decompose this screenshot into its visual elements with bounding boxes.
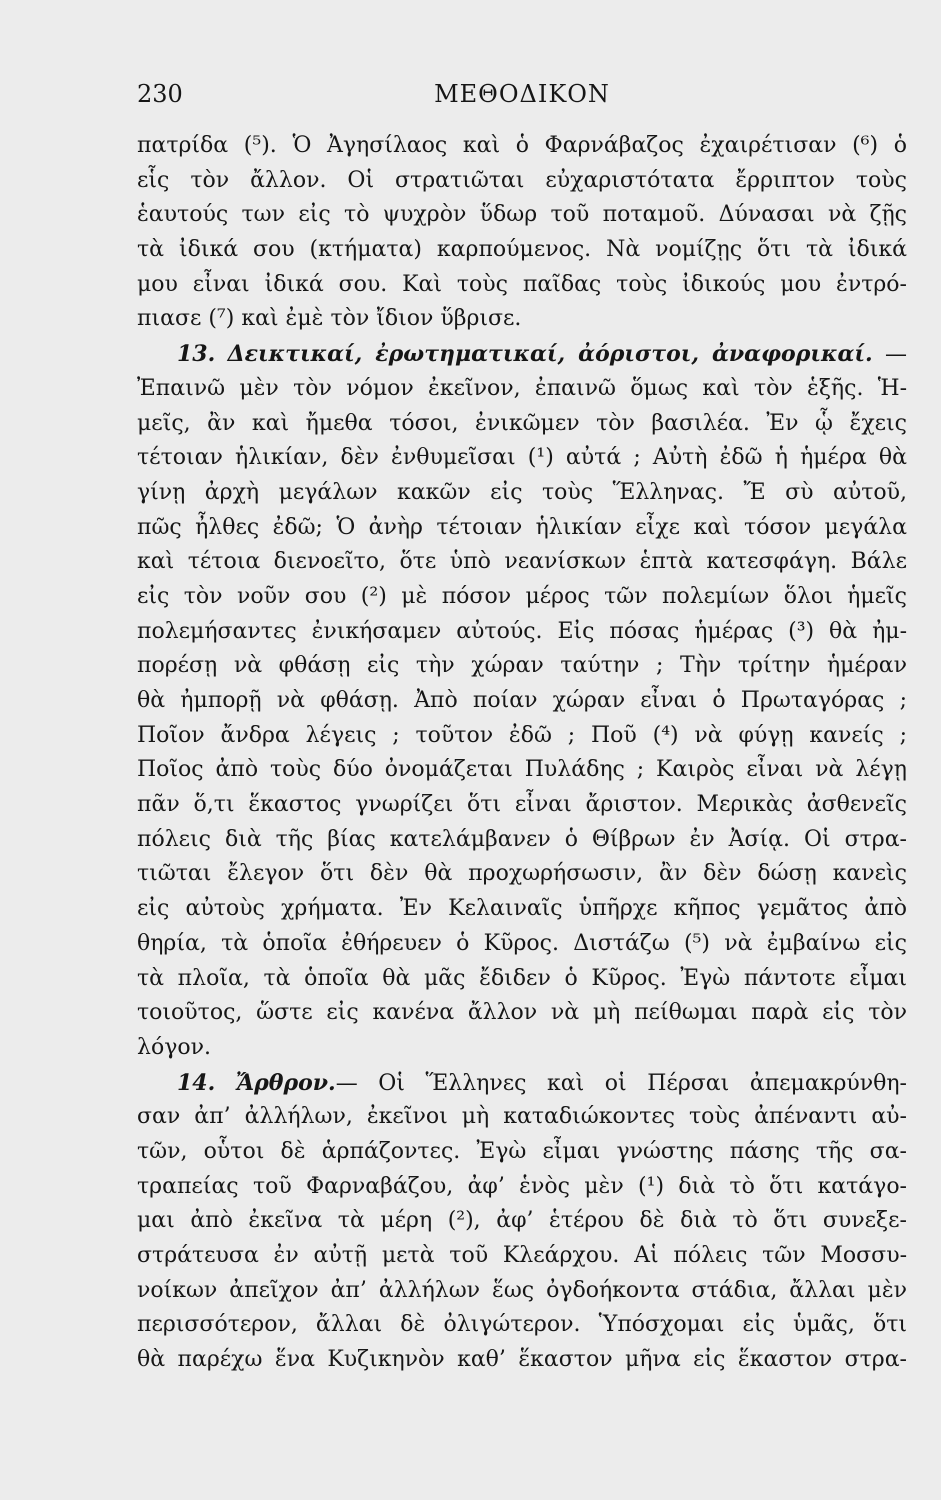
line-text: στράτευσα ἐν αὐτῇ μετὰ τοῦ Κλεάρχου. Αἱ πόλεις τῶν Μοσσυ- (137, 1243, 907, 1268)
section-number: 13. (177, 341, 216, 368)
text-line (137, 719, 907, 754)
line-text: θὰ παρέχω ἕνα Κυζικηνὸν καθ’ ἕκαστον μῆνα εἰς ἕκαστον στρα- (137, 1347, 907, 1373)
text-line (137, 823, 907, 858)
line-text: πιασε (⁷) καὶ ἐμὲ τὸν ἴδιον ὕβρισε. (137, 306, 522, 332)
text-line (137, 580, 907, 615)
line-text: τοιοῦτος, ὥστε εἰς κανένα ἄλλον νὰ μὴ πείθωμαι παρὰ εἰς τὸν (137, 1000, 907, 1026)
line-text: πᾶν ὅ,τι ἕκαστος γνωρίζει ὅτι εἶναι ἄριστον. Μερικὰς ἀσθενεῖς (137, 792, 907, 818)
text-line (137, 164, 907, 199)
line-text: — Οἱ Ἕλληνες καὶ οἱ Πέρσαι ἀπεμακρύνθη- (335, 1070, 907, 1096)
text-line (137, 1204, 907, 1239)
text-line (137, 372, 907, 407)
line-text: γίνῃ ἀρχὴ μεγάλων κακῶν εἰς τοὺς Ἕλληνας. Ἔ σὺ αὐτοῦ, (137, 479, 907, 505)
line-text: πολεμήσαντες ἐνικήσαμεν αὐτούς. Εἰς πόσας ἡμέρας (³) θὰ ἠμ- (137, 618, 907, 644)
text-line (137, 1100, 907, 1135)
line-text: θὰ ἠμπορῇ νὰ φθάσῃ. Ἀπὸ ποίαν χώραν εἶναι ὁ Πρωταγόρας ; (137, 688, 907, 713)
section-heading-line (137, 337, 907, 372)
text-line (137, 545, 907, 580)
text-line (137, 268, 907, 303)
section-title: Ἄρθρον. (235, 1069, 336, 1096)
text-line (137, 962, 907, 997)
line-text: σαν ἀπ’ ἀλλήλων, ἐκεῖνοι μὴ καταδιώκοντες τοὺς ἀπέναντι αὐ- (137, 1104, 907, 1130)
line-text: — (872, 342, 907, 368)
text-line (137, 753, 907, 788)
text-line (137, 1274, 907, 1309)
text-line (137, 1135, 907, 1170)
text-line (137, 615, 907, 650)
text-line (137, 198, 907, 233)
body-text (137, 129, 907, 1378)
text-line (137, 233, 907, 268)
line-text: λόγον. (137, 1034, 211, 1060)
text-line (137, 996, 907, 1031)
line-text: πορέσῃ νὰ φθάσῃ εἰς τὴν χώραν ταύτην ; Τὴν τρίτην ἡμέραν (137, 653, 907, 679)
page-number: 230 (137, 80, 183, 108)
text-line (137, 407, 907, 442)
text-line (137, 1170, 907, 1205)
text-line (137, 927, 907, 962)
line-text: πατρίδα (⁵). Ὁ Ἀγησίλαος καὶ ὁ Φαρνάβαζος ἐχαιρέτισαν (⁶) ὁ (137, 133, 907, 158)
text-line (137, 511, 907, 546)
text-line (137, 302, 907, 337)
text-line (137, 857, 907, 892)
text-line (137, 1239, 907, 1274)
line-text: Ἐπαινῶ μὲν τὸν νόμον ἐκεῖνον, ἐπαινῶ ὅμως καὶ τὸν ἑξῆς. Ἡ- (137, 375, 907, 401)
section-heading-line (137, 1066, 907, 1101)
line-text: Ποῖον ἄνδρα λέγεις ; τοῦτον ἐδῶ ; Ποῦ (⁴) νὰ φύγῃ κανείς ; (137, 722, 907, 748)
line-text: περισσότερον, ἄλλαι δὲ ὀλιγώτερον. Ὑπόσχομαι εἰς ὑμᾶς, ὅτι (137, 1312, 907, 1338)
text-line (137, 892, 907, 927)
line-text: νοίκων ἀπεῖχον ἀπ’ ἀλλήλων ἕως ὀγδοήκοντα στάδια, ἄλλαι μὲν (137, 1277, 907, 1303)
line-text: μου εἶναι ἰδικά σου. Καὶ τοὺς παῖδας τοὺς ἰδικούς μου ἐντρό- (137, 271, 907, 297)
text-line (137, 1308, 907, 1343)
section-number: 14. (177, 1069, 216, 1096)
line-text: μεῖς, ἂν καὶ ἤμεθα τόσοι, ἐνικῶμεν τὸν βασιλέα. Ἐν ᾧ ἔχεις (137, 410, 907, 436)
line-text: καὶ τέτοια διενοεῖτο, ὅτε ὑπὸ νεανίσκων ἑπτὰ κατεσφάγη. Βάλε (137, 549, 907, 575)
page-header (137, 80, 907, 116)
text-line (137, 1343, 907, 1378)
line-text: Ποῖος ἀπὸ τοὺς δύο ὀνομάζεται Πυλάδης ; Καιρὸς εἶναι νὰ λέγῃ (137, 757, 907, 783)
text-line (137, 129, 907, 164)
line-text: εἰς αὐτοὺς χρήματα. Ἐν Κελαιναῖς ὑπῆρχε κῆπος γεμᾶτος ἀπὸ (137, 896, 907, 922)
section-title: Δεικτικαί, ἐρωτηματικαί, ἀόριστοι, ἀναφορικαί. (227, 341, 873, 368)
line-text: μαι ἀπὸ ἐκεῖνα τὰ μέρη (²), ἀφ’ ἑτέρου δὲ διὰ τὸ ὅτι συνεξε- (137, 1208, 907, 1234)
line-text: πόλεις διὰ τῆς βίας κατελάμβανεν ὁ Θίβρων ἐν Ἀσίᾳ. Οἱ στρα- (137, 826, 907, 852)
text-line (137, 1031, 907, 1066)
line-text: ἑαυτούς των εἰς τὸ ψυχρὸν ὕδωρ τοῦ ποταμοῦ. Δύνασαι νὰ ζῇς (137, 202, 907, 228)
text-line (137, 476, 907, 511)
line-text: τραπείας τοῦ Φαρναβάζου, ἀφ’ ἑνὸς μὲν (¹) διὰ τὸ ὅτι κατάγο- (137, 1173, 907, 1199)
text-line (137, 649, 907, 684)
text-line (137, 441, 907, 476)
line-text: θηρία, τὰ ὁποῖα ἐθήρευεν ὁ Κῦρος. Διστάζω (⁵) νὰ ἐμβαίνω εἰς (137, 930, 907, 956)
line-text: τῶν, οὗτοι δὲ ἁρπάζοντες. Ἐγὼ εἶμαι γνώστης πάσης τῆς σα- (137, 1138, 907, 1164)
line-text: τιῶται ἔλεγον ὅτι δὲν θὰ προχωρήσωσιν, ἂν δὲν δώσῃ κανεὶς (137, 861, 907, 887)
text-line (137, 788, 907, 823)
line-text: εἰς τὸν νοῦν σου (²) μὲ πόσον μέρος τῶν πολεμίων ὅλοι ἡμεῖς (137, 583, 907, 609)
line-text: εἷς τὸν ἄλλον. Οἱ στρατιῶται εὐχαριστότατα ἔρριπτον τοὺς (137, 167, 907, 193)
line-text: τέτοιαν ἡλικίαν, δὲν ἐνθυμεῖσαι (¹) αὐτά ; Αὐτὴ ἐδῶ ἡ ἡμέρα θὰ (137, 445, 907, 471)
text-line (137, 684, 907, 719)
line-text: πῶς ἦλθες ἐδῶ; Ὁ ἀνὴρ τέτοιαν ἡλικίαν εἶχε καὶ τόσον μεγάλα (137, 514, 907, 540)
line-text: τὰ ἰδικά σου (κτήματα) καρπούμενος. Νὰ νομίζῃς ὅτι τὰ ἰδικά (137, 237, 907, 263)
line-text: τὰ πλοῖα, τὰ ὁποῖα θὰ μᾶς ἔδιδεν ὁ Κῦρος. Ἐγὼ πάντοτε εἶμαι (137, 965, 907, 991)
running-head: ΜΕΘΟΔΙΚΟΝ (434, 80, 610, 108)
